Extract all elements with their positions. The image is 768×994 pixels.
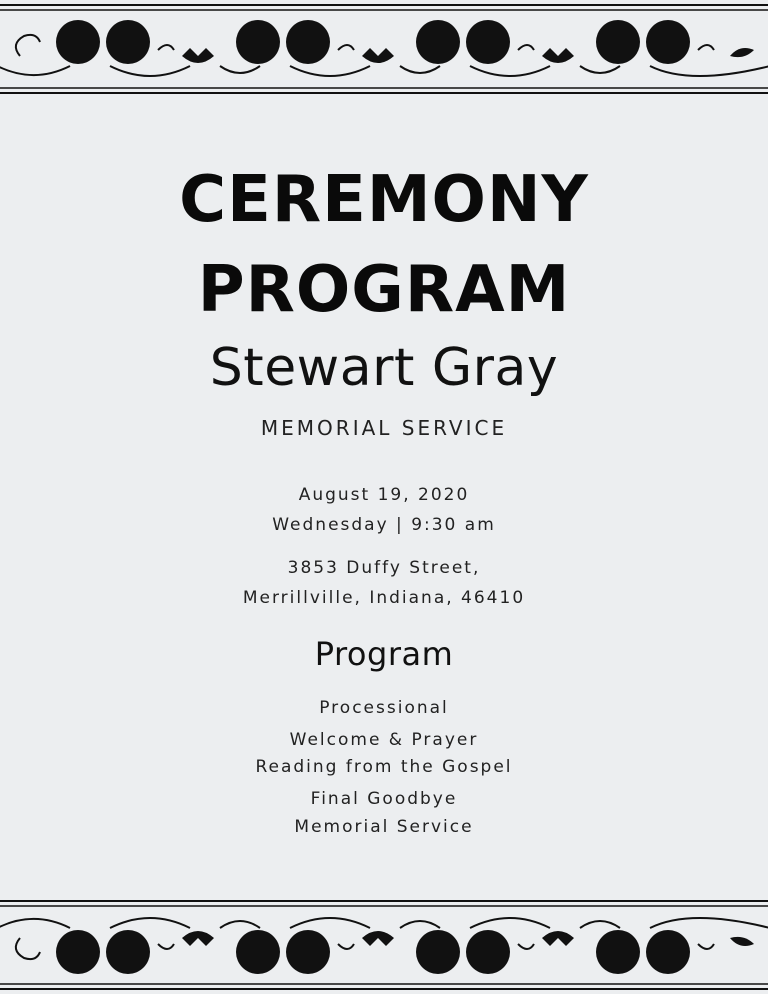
program-item: Reading from the Gospel [255, 757, 513, 777]
honoree-name: Stewart Gray [209, 338, 559, 398]
program-item: Welcome & Prayer [289, 730, 479, 750]
address-city: Merrillville, Indiana, 46410 [242, 588, 526, 608]
program-item: Memorial Service [294, 817, 474, 837]
service-type: MEMORIAL SERVICE [260, 416, 508, 440]
service-day-time: Wednesday | 9:30 am [272, 515, 496, 535]
title-line-ceremony: CEREMONY [179, 163, 589, 237]
program-heading: Program [314, 635, 454, 673]
program-item: Final Goodbye [310, 789, 458, 809]
title-line-program: PROGRAM [197, 253, 571, 327]
program-item: Processional [319, 698, 449, 718]
service-date: August 19, 2020 [298, 485, 470, 505]
address-street: 3853 Duffy Street, [287, 558, 481, 578]
